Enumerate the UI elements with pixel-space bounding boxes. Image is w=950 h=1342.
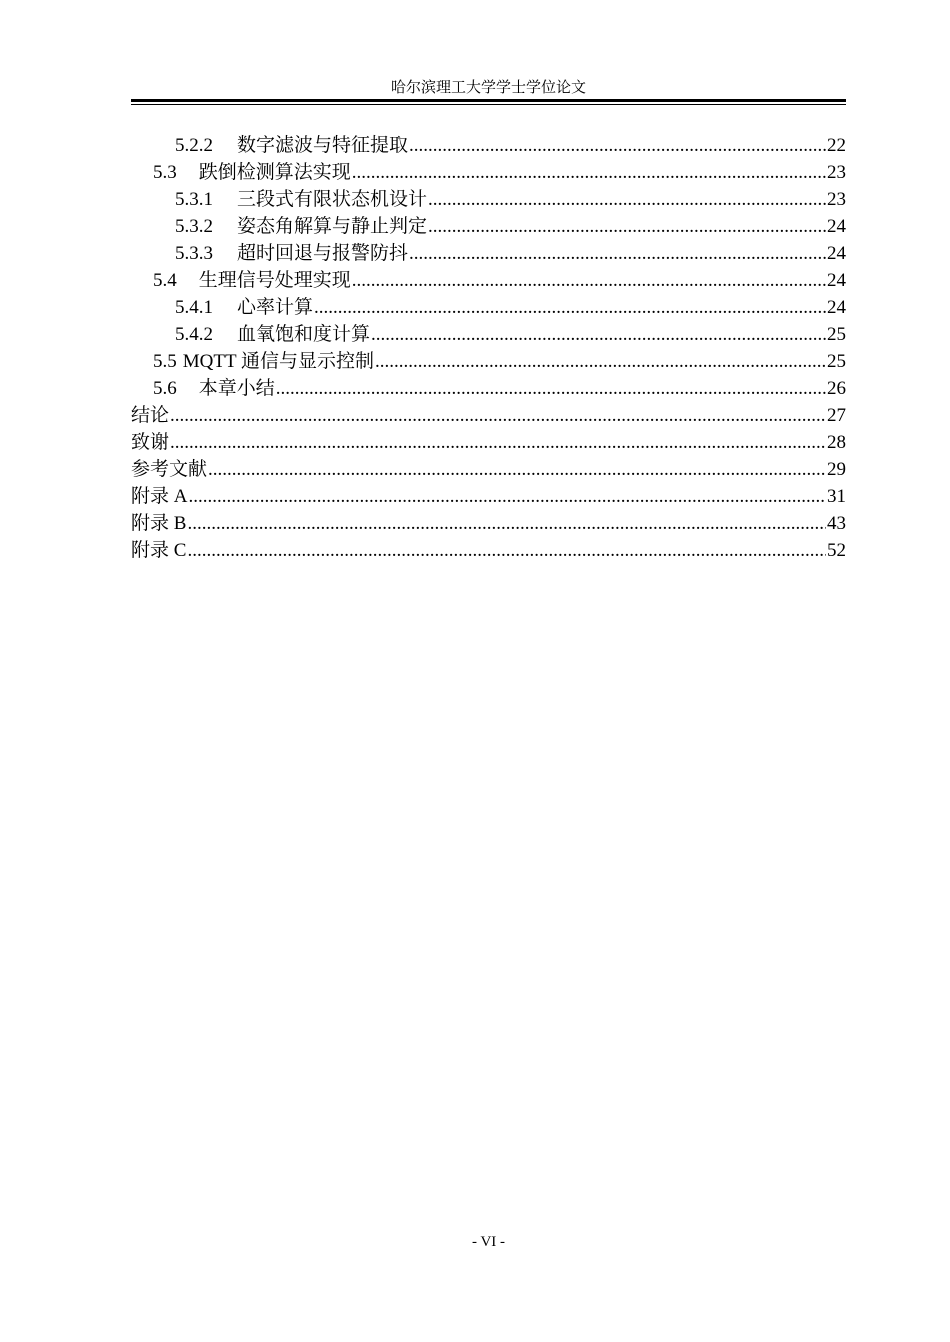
toc-entry-page: 24	[827, 270, 846, 291]
toc-entry-title	[153, 348, 374, 375]
toc-leader-dots	[314, 294, 826, 321]
toc-entry-number: 5.3.1	[175, 189, 213, 210]
toc-entry-number: 5.6	[153, 378, 177, 399]
toc-entry[interactable]	[131, 510, 846, 537]
toc-leader-dots	[375, 348, 826, 375]
toc-entry-page: 43	[827, 513, 846, 534]
toc-entry-page: 23	[827, 189, 846, 210]
toc-entry[interactable]	[131, 456, 846, 483]
toc-entry[interactable]	[131, 429, 846, 456]
page-header: 哈尔滨理工大学学士学位论文	[390, 80, 586, 96]
toc-leader-dots	[170, 429, 826, 456]
toc-leader-dots	[371, 321, 826, 348]
toc-entry-text: 姿态角解算与静止判定	[237, 216, 428, 237]
toc-leader-dots	[352, 267, 826, 294]
toc-entry-text: 数字滤波与特征提取	[237, 135, 409, 156]
toc-entry[interactable]	[131, 483, 846, 510]
toc-leader-dots	[170, 402, 826, 429]
toc-entry-title	[175, 213, 427, 240]
toc-entry-number: 5.3.2	[175, 216, 213, 237]
toc-entry-page: 24	[827, 216, 846, 237]
toc-entry-page: 31	[827, 486, 846, 507]
toc-entry-text: 生理信号处理实现	[198, 270, 351, 291]
toc-entry-title	[175, 186, 427, 213]
toc-entry-text: 血氧饱和度计算	[237, 324, 371, 345]
toc-entry-text: 三段式有限状态机设计	[237, 189, 428, 210]
toc-entry-page: 24	[827, 243, 846, 264]
toc-entry-title: 结论	[131, 405, 170, 426]
toc-entry-title: 附录 C	[131, 540, 187, 561]
toc-entry-page: 52	[827, 540, 846, 561]
toc-entry-title	[175, 321, 370, 348]
toc-entry-page: 23	[827, 162, 846, 183]
toc-entry-number: 5.4	[153, 270, 177, 291]
toc-entry-text: 心率计算	[237, 297, 314, 318]
toc-entry-page: 26	[827, 378, 846, 399]
toc-entry-title: 参考文献	[131, 459, 208, 480]
toc-entry-number: 5.3.3	[175, 243, 213, 264]
toc-entry[interactable]	[131, 321, 846, 348]
toc-leader-dots	[187, 537, 826, 564]
toc-leader-dots	[352, 159, 826, 186]
toc-entry[interactable]	[131, 402, 846, 429]
toc-entry-text: 超时回退与报警防抖	[237, 243, 409, 264]
toc-leader-dots	[188, 483, 826, 510]
toc-entry[interactable]	[131, 267, 846, 294]
toc-entry-title	[153, 375, 275, 402]
toc-entry-page: 28	[827, 432, 846, 453]
toc-entry-page: 29	[827, 459, 846, 480]
header-rule-thin	[131, 104, 846, 105]
toc-entry[interactable]	[131, 294, 846, 321]
toc-entry-page: 24	[827, 297, 846, 318]
toc-entry-title	[153, 267, 351, 294]
toc-leader-dots	[187, 510, 826, 537]
toc-entry[interactable]	[131, 186, 846, 213]
toc-leader-dots	[428, 213, 826, 240]
toc-entry-text: 跌倒检测算法实现	[198, 162, 351, 183]
toc-entry[interactable]	[131, 132, 846, 159]
toc-leader-dots	[409, 132, 826, 159]
toc-entry[interactable]	[131, 348, 846, 375]
toc-entry-number: 5.4.2	[175, 324, 213, 345]
toc-entry-page: 22	[827, 135, 846, 156]
toc-entry-number: 5.2.2	[175, 135, 213, 156]
toc-entry-title	[175, 240, 408, 267]
toc-entry-text: MQTT 通信与显示控制	[182, 351, 374, 372]
toc-entry-page: 27	[827, 405, 846, 426]
toc-entry[interactable]	[131, 159, 846, 186]
toc-entry-page: 25	[827, 324, 846, 345]
toc-entry-number: 5.5	[153, 351, 177, 372]
toc-entry[interactable]	[131, 240, 846, 267]
table-of-contents	[131, 132, 846, 564]
toc-leader-dots	[428, 186, 826, 213]
toc-leader-dots	[276, 375, 826, 402]
page-number: - VI -	[471, 1234, 506, 1250]
toc-entry-title	[153, 159, 351, 186]
header-rule-thick	[131, 99, 846, 102]
toc-leader-dots	[208, 456, 826, 483]
toc-entry[interactable]	[131, 537, 846, 564]
toc-entry-title: 致谢	[131, 432, 170, 453]
toc-entry-page: 25	[827, 351, 846, 372]
toc-entry[interactable]	[131, 375, 846, 402]
toc-entry-number: 5.3	[153, 162, 177, 183]
toc-entry-number: 5.4.1	[175, 297, 213, 318]
toc-entry-title: 附录 B	[131, 513, 187, 534]
toc-entry-title	[175, 294, 313, 321]
toc-leader-dots	[409, 240, 826, 267]
toc-entry-title: 附录 A	[131, 486, 188, 507]
toc-entry[interactable]	[131, 213, 846, 240]
toc-entry-text: 本章小结	[198, 378, 275, 399]
toc-entry-title	[175, 132, 408, 159]
